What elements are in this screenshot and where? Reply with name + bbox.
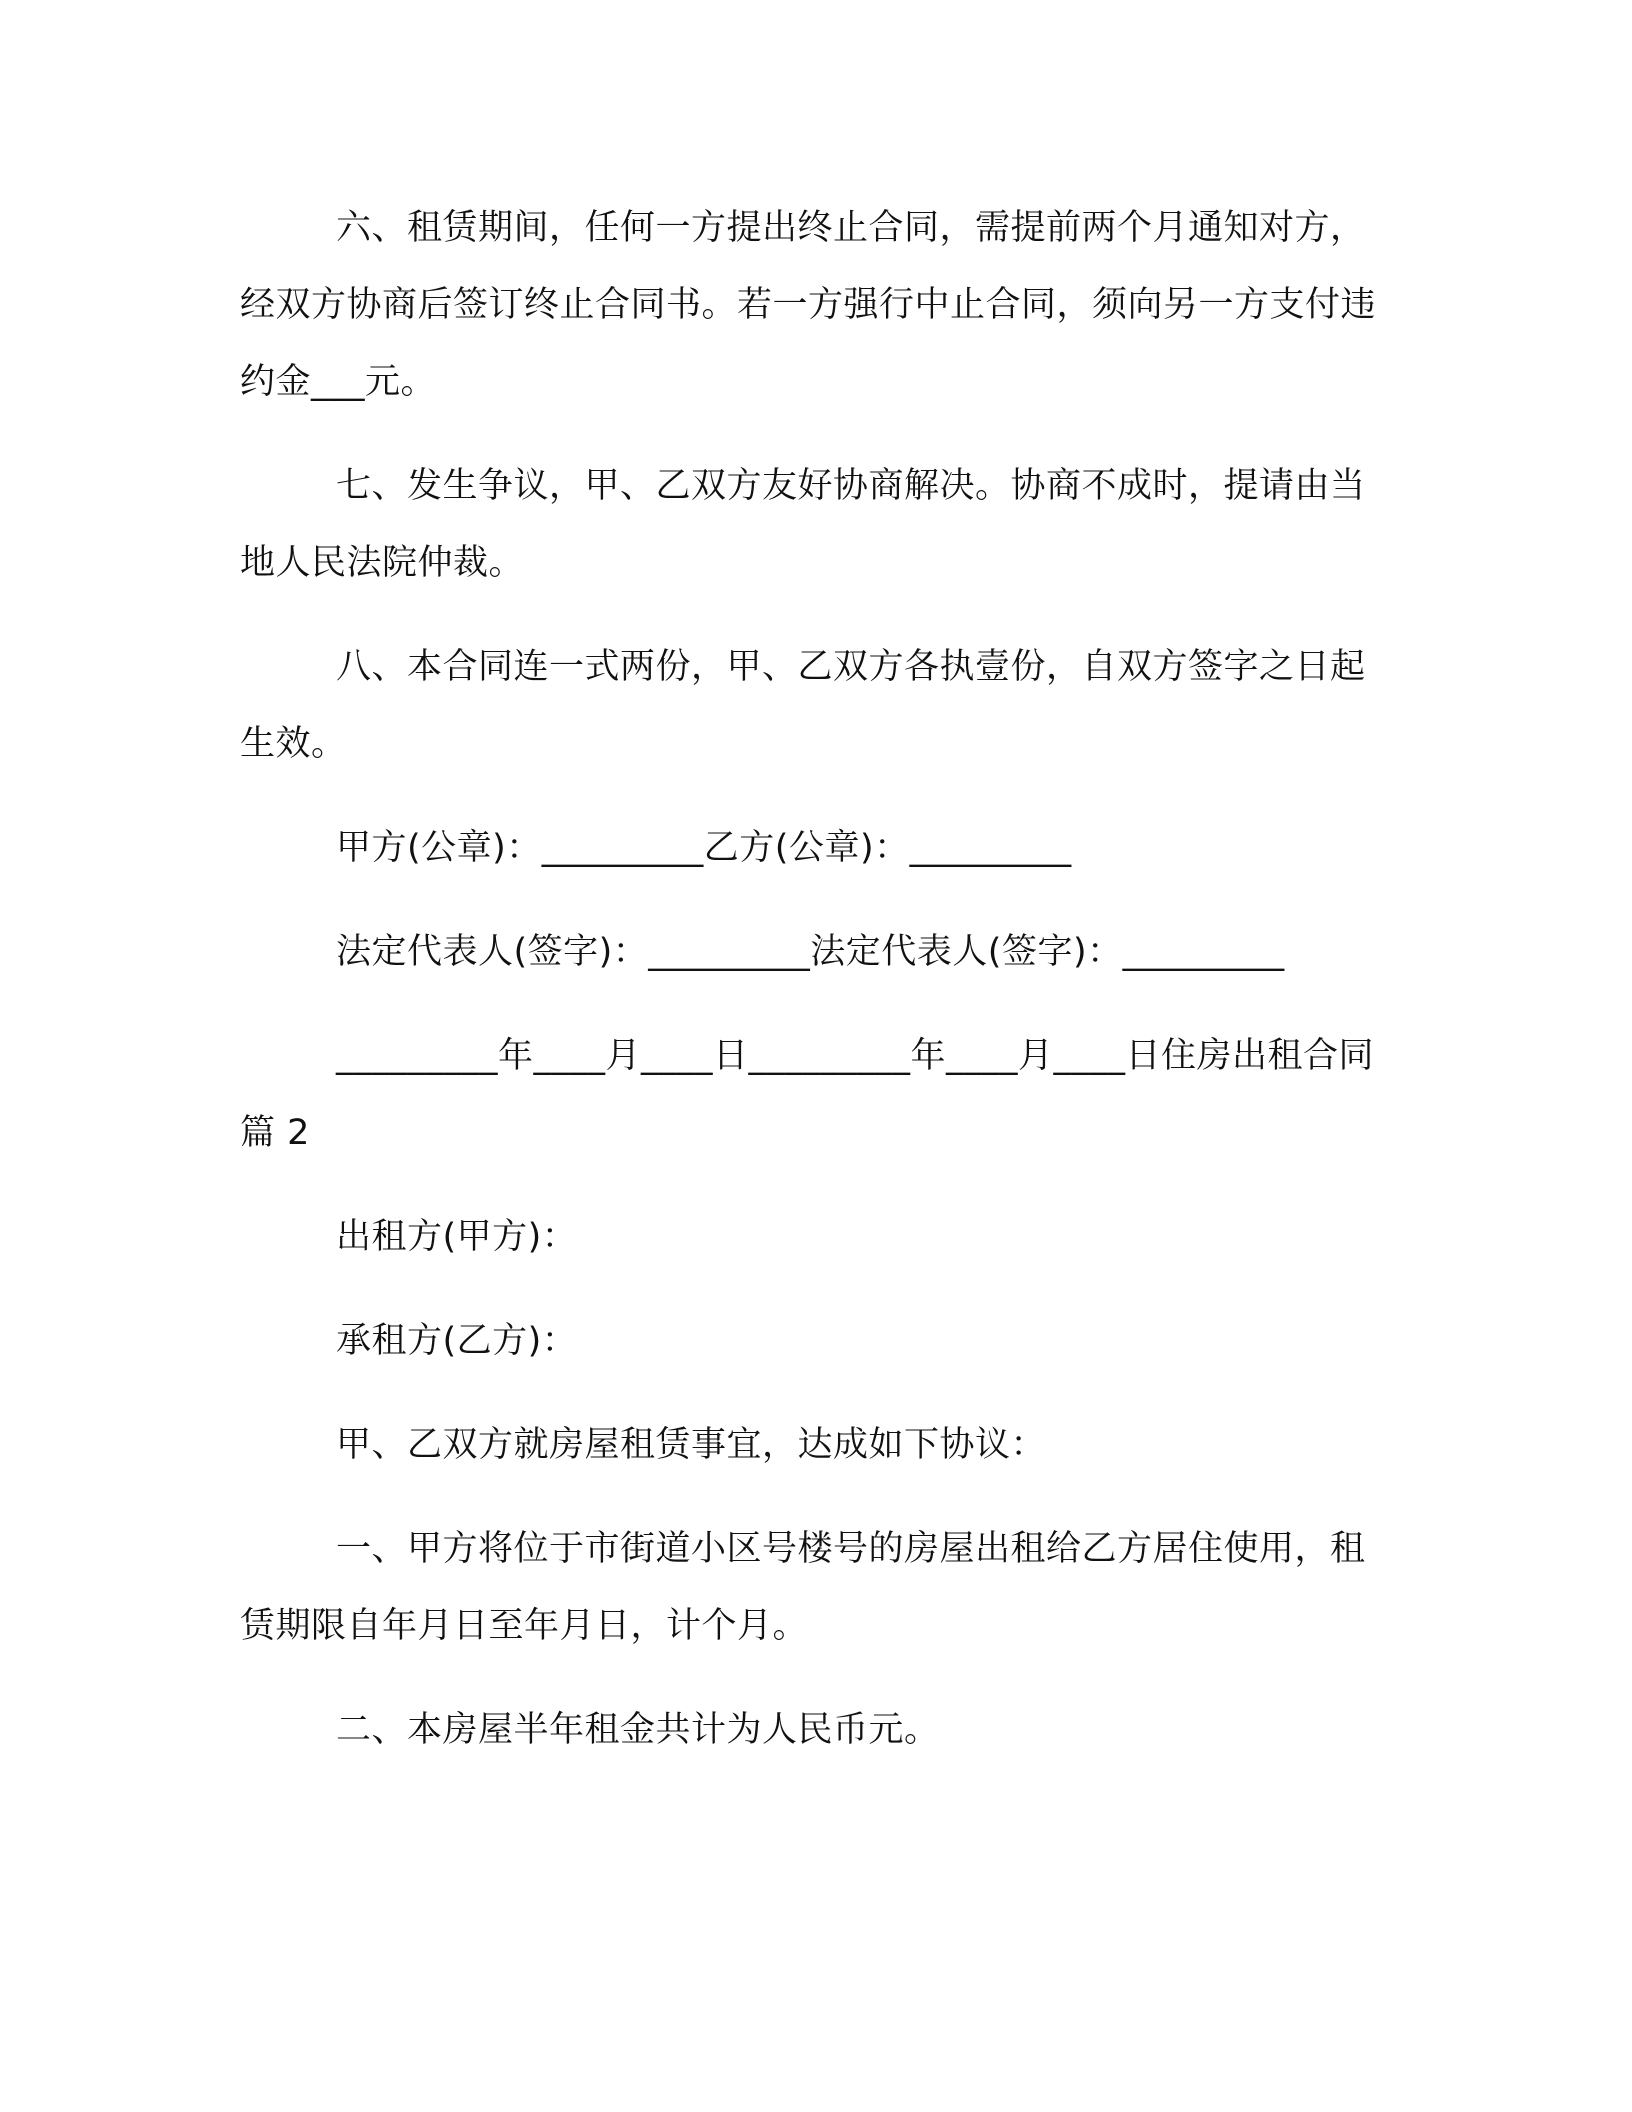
clause-six-termination: 六、租赁期间，任何一方提出终止合同，需提前两个月通知对方，经双方协商后签订终止合同书。若一方强行中止合同，须向另一方支付违约金___元。 bbox=[240, 208, 1377, 402]
clause-seven-dispute: 七、发生争议，甲、乙双方友好协商解决。协商不成时，提请由当地人民法院仲裁。 bbox=[240, 466, 1366, 583]
clause-one-property: 一、甲方将位于市街道小区号楼号的房屋出租给乙方居住使用，租赁期限自年月日至年月日，计个月。 bbox=[240, 1529, 1366, 1646]
lessee-line: 承租方(乙方)： bbox=[336, 1321, 578, 1361]
document-body bbox=[240, 190, 1400, 1769]
agreement-intro: 甲、乙双方就房屋租赁事宜，达成如下协议： bbox=[336, 1425, 1047, 1465]
clause-eight-copies: 八、本合同连一式两份，甲、乙双方各执壹份，自双方签字之日起生效。 bbox=[240, 647, 1366, 764]
legal-representative-line: 法定代表人(签字)：_________法定代表人(签字)：_________ bbox=[336, 932, 1285, 972]
lessor-line: 出租方(甲方)： bbox=[336, 1217, 578, 1257]
party-seal-line: 甲方(公章)：_________乙方(公章)：_________ bbox=[336, 828, 1072, 868]
clause-two-rent: 二、本房屋半年租金共计为人民币元。 bbox=[336, 1710, 940, 1750]
date-line-and-heading: _________年____月____日_________年____月____日住房出租合同 篇 2 bbox=[240, 1036, 1375, 1153]
